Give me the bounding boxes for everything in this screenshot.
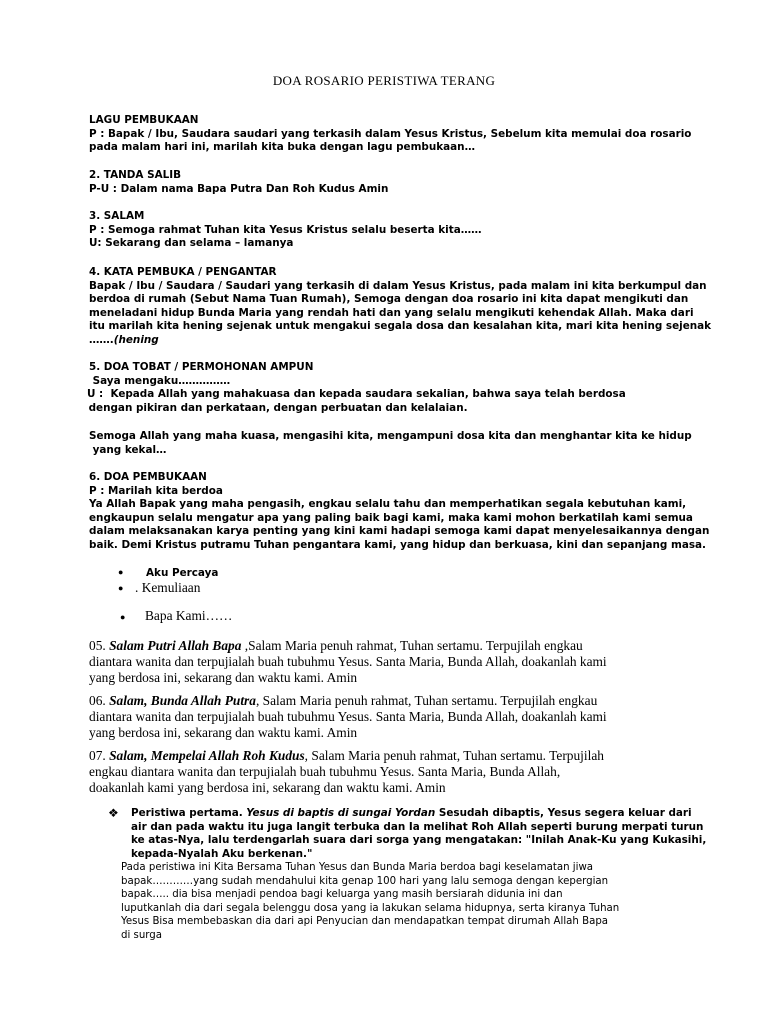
text-line: P-U : Dalam nama Bapa Putra Dan Roh Kudus Amin [89, 182, 389, 195]
text-line: diantara wanita dan terpujialah buah tubuhmu Yesus. Santa Maria, Bunda Allah, doakanlah kami [89, 709, 607, 724]
text-line: dalam melaksanakan karya penting yang kini kami hadapi semoga kami dapat menyelesaikannya dengan [89, 525, 710, 538]
text-line: diantara wanita dan terpujialah buah tubuhmu Yesus. Santa Maria, Bunda Allah, doakanlah kami [89, 654, 607, 669]
text-line: itu marilah kita hening sejenak untuk mengakui segala dosa dan kesalahan kita, mari kita hening sejenak [89, 320, 712, 333]
section-lagu-pembukaan [89, 114, 692, 155]
item-number: 06. [89, 693, 110, 708]
text-line [89, 334, 689, 348]
text-line: Yesus Bisa membebaskan dia dari api Penyucian dan mendapatkan tempat dirumah Allah Bapa [121, 916, 609, 928]
salam-title: Salam, Mempelai Allah Roh Kudus [109, 748, 305, 763]
text-line: Bapak / Ibu / Saudara / Saudari yang terkasih di dalam Yesus Kristus, pada malam ini kita berkumpul dan [89, 279, 707, 292]
salam-05 [89, 638, 689, 686]
section-heading: 4. KATA PEMBUKA / PENGANTAR [89, 266, 277, 278]
host-name-placeholder: (Sebut Nama Tuan Rumah) [189, 293, 347, 306]
text-line: U: Sekarang dan selama – lamanya [89, 237, 294, 250]
text-span: , Salam Maria penuh rahmat, Tuhan sertamu. Terpujilah [304, 748, 604, 763]
salam-title: Salam, Bunda Allah Putra [109, 693, 256, 708]
section-tanda-salib [89, 169, 689, 196]
text-span: Sesudah dibaptis, Yesus segera keluar dari [438, 807, 692, 819]
hening-note: (hening [113, 333, 159, 346]
text-line: Ya Allah Bapak yang maha pengasih, engkau selalu tahu dan memperhatikan segala kebutuhan kami, [89, 498, 687, 511]
document-title: DOA ROSARIO PERISTIWA TERANG [272, 73, 496, 88]
salam-06 [89, 693, 689, 741]
text-line: baik. Demi Kristus putramu Tuhan pengantara kami, yang hidup dan berkuasa, kini dan sepanjang masa. [89, 538, 706, 551]
text-span: ……. [89, 333, 114, 346]
peristiwa-paragraph [121, 861, 681, 943]
text-line: meneladani hidup Bunda Maria yang rendah hati dan yang selalu mengikuti kehendak Allah. Maka dari [89, 306, 694, 319]
list-item: . Kemuliaan [135, 580, 201, 595]
section-heading: 3. SALAM [89, 210, 145, 222]
bullet-icon: ● [118, 567, 124, 577]
section-doa-pembukaan [89, 471, 710, 553]
peristiwa-label: Peristiwa pertama. [131, 807, 247, 819]
text-line: Pada peristiwa ini Kita Bersama Tuhan Yesus dan Bunda Maria berdoa bagi keselamatan jiwa [121, 862, 594, 873]
text-line: yang berdosa ini, sekarang dan waktu kami. Amin [89, 670, 358, 685]
salam-title: Salam Putri Allah Bapa [109, 638, 242, 653]
salam-07 [89, 748, 689, 796]
list-item: Aku Percaya [146, 567, 219, 579]
text-line [131, 807, 731, 821]
text-line: air dan pada waktu itu juga langit terbuka dan Ia melihat Roh Allah seperti burung merpati turun [131, 820, 704, 833]
text-line: kepada-Nyalah Aku berkenan." [131, 847, 313, 860]
text-line: engkau diantara wanita dan terpujialah buah tubuhmu Yesus. Santa Maria, Bunda Allah, [89, 764, 561, 779]
section-heading: 6. DOA PEMBUKAAN [89, 471, 207, 483]
text-line: luputkanlah dia dari segala belenggu dosa yang ia lakukan selama hidupnya, serta kiranya Tuhan [121, 902, 620, 914]
text-span: berdoa di rumah [89, 293, 190, 306]
text-line: bapak….. dia bisa menjadi pendoa bagi keluarga yang masih bersiarah didunia ini dan [121, 889, 563, 901]
section-kata-pembuka [89, 266, 712, 348]
peristiwa-title: Yesus di baptis di sungai Yordan [246, 807, 439, 819]
text-line: Semoga Allah yang maha kuasa, mengasihi kita, mengampuni dosa kita dan menghantar kita ke hidup [89, 430, 692, 442]
text-line: U : Kepada Allah yang mahakuasa dan kepada saudara sekalian, bahwa saya telah berdosa [87, 388, 626, 401]
section-salam [89, 210, 689, 251]
section-doa-tobat [85, 361, 689, 415]
section-semoga [89, 430, 692, 457]
text-line: engkaupun selalu mengatur apa yang paling baik bagi kami, maka kami mohon berkatilah kami semua [89, 511, 693, 524]
text-line: Saya mengaku…………… [89, 374, 231, 387]
list-item: Bapa Kami…… [145, 608, 233, 623]
text-line [89, 293, 689, 307]
text-span: , Salam Maria penuh rahmat, Tuhan sertamu. Terpujilah engkau [255, 693, 598, 708]
section-heading: 5. DOA TOBAT / PERMOHONAN AMPUN [89, 361, 314, 373]
text-span: ,Salam Maria penuh rahmat, Tuhan sertamu. Terpujilah engkau [241, 638, 583, 653]
text-line: yang berdosa ini, sekarang dan waktu kami. Amin [89, 725, 358, 740]
section-heading: 2. TANDA SALIB [89, 169, 182, 181]
text-line: pada malam hari ini, marilah kita buka dengan lagu pembukaan… [89, 141, 475, 154]
text-line: P : Marilah kita berdoa [89, 484, 223, 497]
text-line: P : Semoga rahmat Tuhan kita Yesus Kristus selalu beserta kita…… [89, 223, 482, 236]
text-span: , Semoga dengan doa rosario ini kita dapat mengikuti dan [346, 293, 689, 306]
bullet-icon: ● [120, 612, 126, 622]
text-line: P : Bapak / Ibu, Saudara saudari yang terkasih dalam Yesus Kristus, Sebelum kita memulai doa rosario [89, 127, 692, 140]
item-number: 07. [89, 748, 110, 763]
bullet-icon: ● [118, 583, 124, 593]
diamond-bullet-icon: ❖ [108, 806, 119, 820]
item-number: 05. [89, 638, 110, 653]
text-line: doakanlah kami yang berdosa ini, sekarang dan waktu kami. Amin [89, 780, 446, 795]
text-line: bapak…………yang sudah mendahului kita genap 100 hari yang lalu semoga dengan kepergian [121, 875, 609, 887]
text-line: ke atas-Nya, lalu terdengarlah suara dari sorga yang mengatakan: "Inilah Anak-Ku yang Kukasihi, [131, 834, 707, 847]
text-line: yang kekal… [89, 443, 167, 456]
text-line: di surga [121, 929, 163, 941]
text-line: dengan pikiran dan perkataan, dengan perbuatan dan kelalaian. [85, 401, 468, 414]
section-peristiwa [131, 807, 731, 861]
section-heading: LAGU PEMBUKAAN [89, 114, 199, 126]
